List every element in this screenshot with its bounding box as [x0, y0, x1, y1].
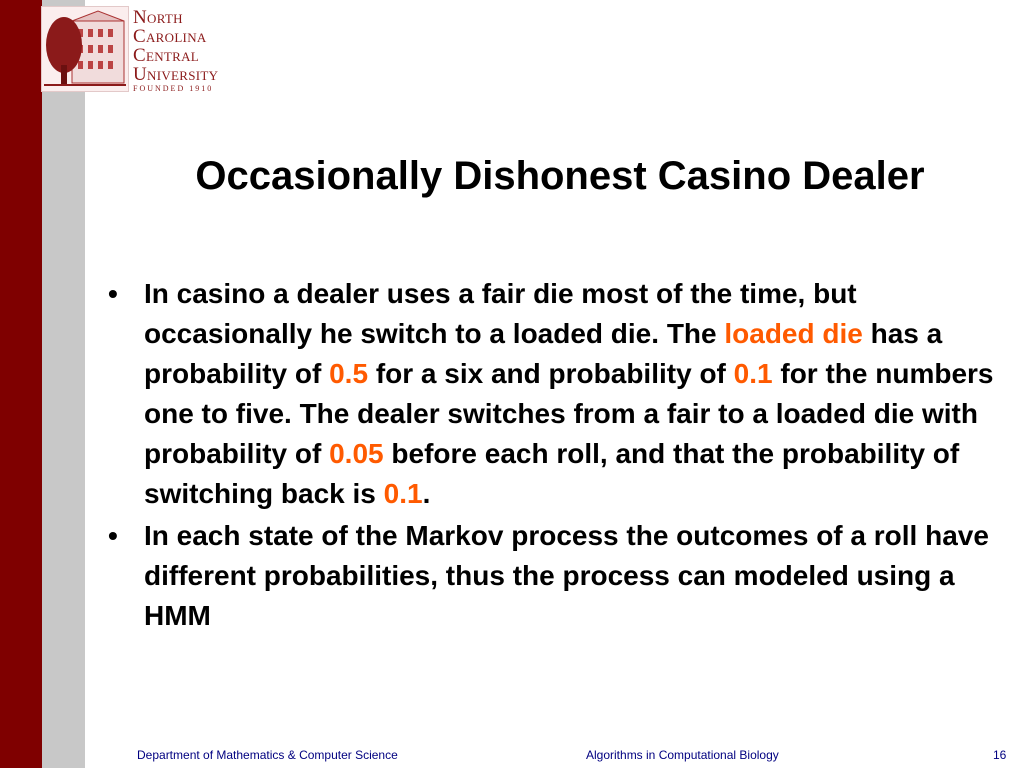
bullet1-text-2: has a probability of: [144, 318, 943, 389]
bullet-item-1: [108, 274, 1013, 514]
logo-line-3: Central: [133, 45, 200, 66]
slide-title: Occasionally Dishonest Casino Dealer: [195, 154, 925, 198]
logo-line-1: North: [133, 7, 183, 28]
bullet1-text-1: In casino a dealer uses a fair die most of the time, but occasionally he switch to a loaded die. The: [144, 278, 857, 349]
bullet1-highlight-3: 0.1: [733, 358, 773, 389]
logo-founded: FOUNDED 1910: [133, 84, 214, 93]
bullet1-text-3: for a six and probability of: [368, 358, 734, 389]
bullet-list: [108, 274, 1013, 638]
bullet2-text: In each state of the Markov process the outcomes of a roll have different probabilities, thus the process can modeled using a HMM: [144, 520, 989, 631]
bullet-dot-icon: •: [108, 278, 118, 309]
bullet-item-2: [108, 516, 1013, 636]
bullet1-text-6: .: [422, 478, 431, 509]
footer-department: Department of Mathematics & Computer Science: [137, 748, 398, 762]
logo-line-2: Carolina: [133, 26, 207, 47]
bullet1-highlight-2: 0.5: [329, 358, 369, 389]
bullet1-text-4: for the numbers one to five. The dealer switches from a fair to a loaded die with probability of: [144, 358, 994, 469]
bullet1-highlight-5: 0.1: [383, 478, 423, 509]
footer-course: Algorithms in Computational Biology: [586, 748, 779, 762]
university-name: [133, 8, 218, 84]
bullet1-highlight-4: 0.05: [329, 438, 384, 469]
bullet1-text-5: before each roll, and that the probability of switching back is: [144, 438, 960, 509]
university-logo: [41, 6, 251, 92]
building-tree-logo-image: [41, 6, 129, 92]
maroon-side-stripe: [0, 0, 42, 768]
footer-page-number: 16: [993, 748, 1007, 762]
bullet-dot-icon: •: [108, 520, 118, 551]
bullet1-highlight-1: loaded die: [724, 318, 863, 349]
logo-line-4: University: [133, 64, 219, 85]
gray-side-stripe: [42, 0, 85, 768]
